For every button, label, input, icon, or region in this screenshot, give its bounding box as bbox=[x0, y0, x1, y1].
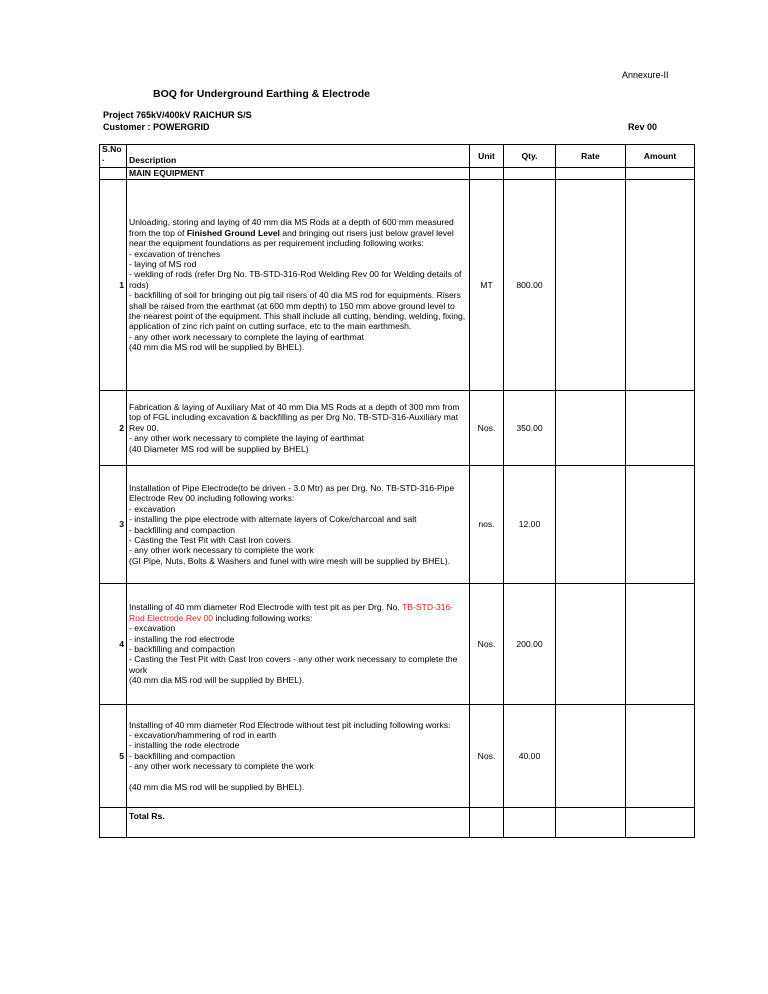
item-sno: 4 bbox=[100, 584, 127, 705]
item-rate bbox=[556, 391, 626, 466]
item-unit: MT bbox=[470, 180, 504, 391]
item-description: Unloading, storing and laying of 40 mm dia MS Rods at a depth of 600 mm measured from the top of Finished Ground Level and bringing out risers just below gravel level near the equipment foundations as per requirement including following works: - excavation of trenches - laying of MS rod - welding of rods (refer Drg No. TB-STD-316-Rod Welding Rev 00 for Welding details of rods) - backfilling of soil for bringing out pig tail risers of 40 dia MS rod for equipments. Risers shall be raised from the earthmat (at 600 mm depth) to 150 mm above ground level to the nearest point of the equipment. This shall include all cutting, bending, welding, fixing, application of zinc rich paint on cutting surface, etc to the main earthmesh. - any other work necessary to complete the laying of earthmat (40 mm dia MS rod will be supplied by BHEL). bbox=[127, 180, 470, 391]
item-unit: Nos. bbox=[470, 391, 504, 466]
table-row bbox=[100, 466, 695, 584]
revision-label: Rev 00 bbox=[628, 122, 658, 132]
item-qty: 12.00 bbox=[504, 466, 556, 584]
item-qty: 40.00 bbox=[504, 705, 556, 808]
item-description: Fabrication & laying of Auxiliary Mat of 40 mm Dia MS Rods at a depth of 300 mm from top of FGL including excavation & backfilling as per Drg No. TB-STD-316-Auxiliary mat Rev 00. - any other work necessary to complete the laying of earthmat (40 Diameter MS rod will be supplied by BHEL) bbox=[127, 391, 470, 466]
item-description: Installing of 40 mm diameter Rod Electrode without test pit including following works: - excavation/hammering of rod in earth - installing the rode electrode - backfilling and compaction - any other work necessary to complete the work (40 mm dia MS rod will be supplied by BHEL). bbox=[127, 705, 470, 808]
item-amount bbox=[626, 584, 695, 705]
column-header-description: Description bbox=[127, 145, 470, 168]
item-rate bbox=[556, 180, 626, 391]
table-row bbox=[100, 180, 695, 391]
item-rate bbox=[556, 584, 626, 705]
item-unit: nos. bbox=[470, 466, 504, 584]
total-row bbox=[100, 808, 695, 838]
item-amount bbox=[626, 391, 695, 466]
table-row bbox=[100, 584, 695, 705]
project-line: Project 765kV/400kV RAICHUR S/S bbox=[103, 110, 252, 120]
column-header-amount: Amount bbox=[626, 145, 695, 168]
item-sno: 2 bbox=[100, 391, 127, 466]
boq-table bbox=[99, 144, 695, 838]
total-amount bbox=[626, 808, 695, 838]
table-row bbox=[100, 391, 695, 466]
item-unit: Nos. bbox=[470, 705, 504, 808]
section-row bbox=[100, 168, 695, 180]
column-header-sno: S.No . bbox=[100, 145, 127, 168]
item-sno: 3 bbox=[100, 466, 127, 584]
item-amount bbox=[626, 705, 695, 808]
item-qty: 800.00 bbox=[504, 180, 556, 391]
column-header-unit: Unit bbox=[470, 145, 504, 168]
item-amount bbox=[626, 466, 695, 584]
customer-line: Customer : POWERGRID bbox=[103, 122, 210, 132]
item-amount bbox=[626, 180, 695, 391]
total-label: Total Rs. bbox=[127, 808, 470, 838]
item-unit: Nos. bbox=[470, 584, 504, 705]
item-sno: 1 bbox=[100, 180, 127, 391]
item-qty: 200.00 bbox=[504, 584, 556, 705]
annexure-label: Annexure-II bbox=[622, 70, 669, 80]
item-description: Installation of Pipe Electrode(to be driven - 3.0 Mtr) as per Drg. No. TB-STD-316-Pipe Electrode Rev 00 including following works: - excavation - installing the pipe electrode with alternate layers of Coke/charcoal and salt - backfilling and compaction - Casting the Test Pit with Cast Iron covers - any other work necessary to complete the work (GI Pipe, Nuts, Bolts & Washers and funel with wire mesh will be supplied by BHEL). bbox=[127, 466, 470, 584]
item-qty: 350.00 bbox=[504, 391, 556, 466]
item-rate bbox=[556, 705, 626, 808]
item-description: Installing of 40 mm diameter Rod Electrode with test pit as per Drg. No. TB-STD-316-Rod Electrode Rev 00 including following works: - excavation - installing the rod electrode - backfilling and compaction - Casting the Test Pit with Cast Iron covers - any other work necessary to complete the work (40 mm dia MS rod will be supplied by BHEL). bbox=[127, 584, 470, 705]
table-header-row bbox=[100, 145, 695, 168]
table-row bbox=[100, 705, 695, 808]
item-rate bbox=[556, 466, 626, 584]
document-title: BOQ for Underground Earthing & Electrode bbox=[153, 88, 371, 100]
item-sno: 5 bbox=[100, 705, 127, 808]
column-header-rate: Rate bbox=[556, 145, 626, 168]
section-title: MAIN EQUIPMENT bbox=[127, 168, 470, 180]
column-header-qty: Qty. bbox=[504, 145, 556, 168]
